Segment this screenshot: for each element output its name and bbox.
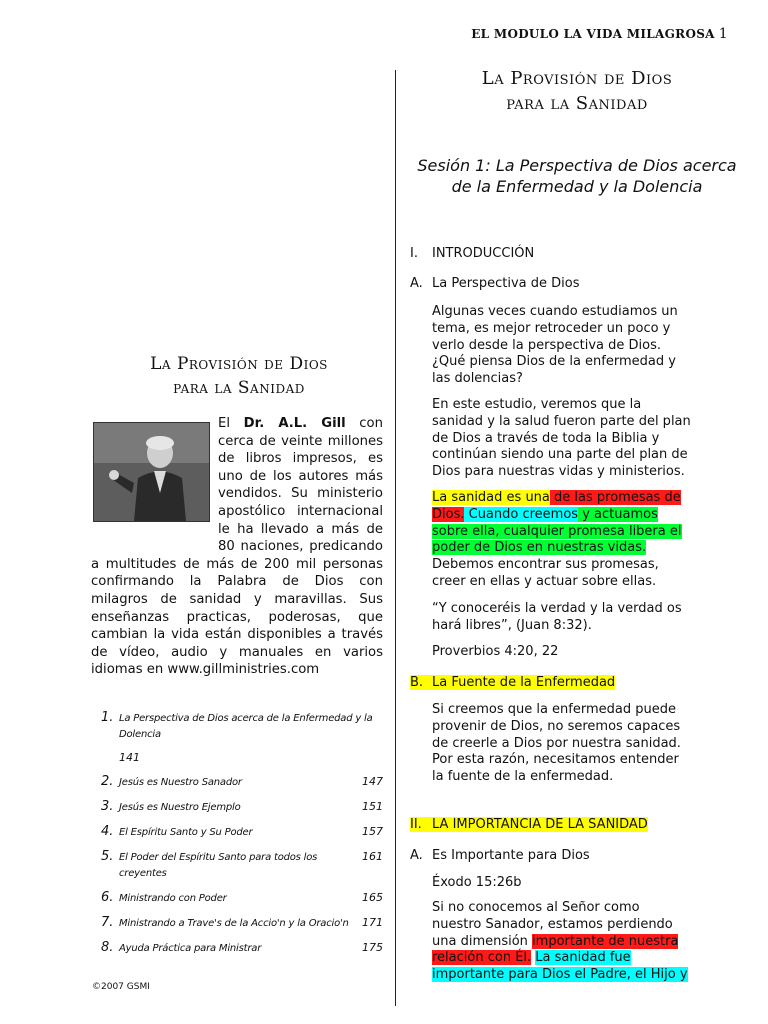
left-book-title bbox=[90, 352, 388, 400]
toc-title: Ministrando con Poder bbox=[119, 893, 227, 904]
highlight-red: importante de nuestra relación con Él. bbox=[432, 933, 679, 966]
toc-number: 3. bbox=[101, 799, 114, 814]
section-2-highlight bbox=[410, 817, 648, 832]
toc-number: 4. bbox=[101, 824, 114, 839]
paragraph-4: Si creemos que la enfermedad puede provenir de Dios, no seremos capaces de creerle a Dios por nuestra sanidad. Por esta razón, necesitamos entender la fuente de la enfermedad. bbox=[432, 702, 681, 785]
section-heading-1 bbox=[410, 246, 692, 263]
toc-first-page: 141 bbox=[119, 751, 140, 764]
page-number: 1 bbox=[718, 26, 728, 42]
subsection-b-highlight bbox=[410, 675, 615, 690]
subsection-heading-a2 bbox=[410, 848, 692, 865]
running-header bbox=[471, 26, 728, 42]
left-title-line1: La Provisión de Dios bbox=[150, 354, 328, 374]
toc-number: 8. bbox=[101, 940, 114, 955]
toc-item[interactable] bbox=[101, 890, 383, 907]
table-of-contents bbox=[101, 710, 383, 965]
toc-number: 1. bbox=[101, 710, 114, 725]
session-title: Sesión 1: La Perspectiva de Dios acerca de la Enfermedad y la Dolencia bbox=[417, 156, 737, 196]
toc-number: 5. bbox=[101, 849, 114, 864]
toc-title: Jesús es Nuestro Ejemplo bbox=[119, 802, 241, 813]
subsection-title: La Perspectiva de Dios bbox=[432, 276, 580, 291]
toc-title: El Poder del Espíritu Santo para todos los creyentes bbox=[119, 852, 318, 879]
photo-float-spacer bbox=[91, 415, 218, 555]
section-title: LA IMPORTANCIA DE LA SANIDAD bbox=[432, 817, 648, 832]
toc-number: 7. bbox=[101, 915, 114, 930]
highlight-yellow: La sanidad es una bbox=[432, 490, 550, 505]
toc-item[interactable] bbox=[101, 824, 383, 841]
scripture-reference-2: Éxodo 15:26b bbox=[432, 875, 522, 890]
scripture-quote: “Y conoceréis la verdad y la verdad os hará libres”, (Juan 8:32). bbox=[432, 601, 682, 633]
toc-title: Jesús es Nuestro Sanador bbox=[119, 777, 242, 788]
toc-title: Ayuda Práctica para Ministrar bbox=[119, 943, 262, 954]
highlight-red: de las promesas de Dios. bbox=[432, 490, 681, 522]
toc-page: 175 bbox=[362, 941, 383, 954]
section-title: INTRODUCCIÓN bbox=[432, 246, 535, 261]
paragraph-5 bbox=[432, 900, 692, 984]
author-bio bbox=[91, 415, 383, 679]
copyright: ©2007 GSMI bbox=[92, 982, 150, 992]
toc-page: 147 bbox=[362, 775, 383, 788]
subsection-title: La Fuente de la Enfermedad bbox=[432, 675, 616, 690]
page-title-line2: para la Sanidad bbox=[506, 93, 648, 114]
toc-page: 165 bbox=[362, 891, 383, 904]
toc-item[interactable] bbox=[101, 710, 383, 743]
left-title-line2: para la Sanidad bbox=[173, 378, 305, 398]
toc-item[interactable] bbox=[101, 915, 383, 932]
toc-page: 161 bbox=[362, 850, 383, 863]
toc-number: 2. bbox=[101, 774, 114, 789]
bio-intro-a: El bbox=[218, 416, 244, 431]
toc-page: 157 bbox=[362, 825, 383, 838]
highlight-cyan: Cuando creemos bbox=[464, 506, 579, 522]
toc-item[interactable] bbox=[101, 940, 383, 957]
subsection-title: Es Importante para Dios bbox=[432, 848, 590, 863]
author-name: Dr. A.L. Gill bbox=[243, 416, 346, 431]
highlight-cyan: La sanidad fue importante para Dios el Padre, el Hijo y bbox=[432, 950, 688, 983]
toc-item[interactable] bbox=[101, 774, 383, 791]
section-heading-2 bbox=[410, 817, 692, 834]
paragraph-3 bbox=[432, 490, 692, 591]
toc-page: 151 bbox=[362, 800, 383, 813]
highlight-green: y actuamos sobre ella, cualquier promesa libera el poder de Dios en nuestras vidas. bbox=[432, 506, 682, 556]
paragraph-1: Algunas veces cuando estudiamos un tema, es mejor retroceder un poco y verlo desde la perspectiva de Dios. ¿Qué piensa Dios de la enfermedad y las dolencias? bbox=[432, 304, 678, 387]
toc-number: 6. bbox=[101, 890, 114, 905]
page-title-line1: La Provisión de Dios bbox=[481, 68, 673, 89]
paragraph-2: En este estudio, veremos que la sanidad y la salud fueron parte del plan de Dios a través de toda la Biblia y continúan siendo una parte del plan de Dios para nuestras vidas y ministerios. bbox=[432, 397, 691, 480]
subsection-heading-b bbox=[410, 675, 692, 692]
toc-item[interactable] bbox=[101, 849, 383, 882]
toc-item[interactable] bbox=[101, 799, 383, 816]
paragraph-5-a: Si no conocemos al Señor como nuestro Sanador, estamos perdiendo una dimensión bbox=[432, 900, 673, 949]
scripture-reference-1: Proverbios 4:20, 22 bbox=[432, 644, 559, 659]
section-label: I. bbox=[410, 246, 418, 261]
page-title bbox=[412, 66, 742, 116]
paragraph-3-rest: Debemos encontrar sus promesas, creer en ellas y actuar sobre ellas. bbox=[432, 557, 659, 589]
subsection-label: B. bbox=[410, 675, 424, 690]
subsection-label: A. bbox=[410, 848, 423, 863]
toc-title: El Espíritu Santo y Su Poder bbox=[119, 827, 253, 838]
bio-intro-b: con cerca de veinte millones de libros impresos, es uno de los autores más vendidos. Su ministerio apostólico internacional le ha llevado a más de 80 naciones, predicando a multitudes de más de 200 mil personas confirmando la Palabra de Dios con milagros de sanidad y maravillas. Sus enseñanzas practicas, poderosas, que cambian la vida están disponibles a través de vídeo, audio y manuales en varios idiomas en www.gillministries.com bbox=[91, 416, 383, 678]
subsection-heading-a bbox=[410, 276, 692, 293]
toc-title: Ministrando a Trave's de la Accio'n y la Oracio'n bbox=[119, 918, 349, 929]
toc-page: 171 bbox=[362, 916, 383, 929]
subsection-label: A. bbox=[410, 276, 423, 291]
section-label: II. bbox=[410, 817, 422, 832]
toc-title: La Perspectiva de Dios acerca de la Enfermedad y la Dolencia bbox=[119, 713, 373, 740]
running-title: EL MODULO LA VIDA MILAGROSA bbox=[471, 27, 715, 41]
column-divider bbox=[395, 70, 396, 1006]
